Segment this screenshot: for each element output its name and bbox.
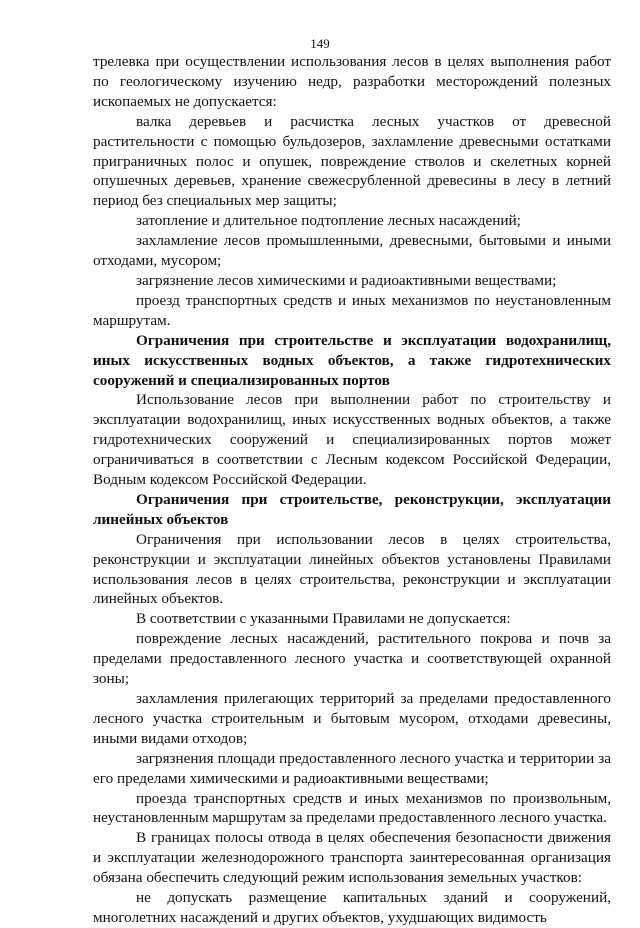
paragraph: захламление лесов промышленными, древесными, бытовыми и иными отходами, мусором; bbox=[93, 232, 611, 270]
paragraph-continuation: трелевка при осуществлении использования лесов в целях выполнения работ по геологическому изучению недр, разработки месторождений полезных ископаемых не допускается: bbox=[93, 53, 611, 110]
document-body bbox=[93, 52, 611, 928]
paragraph: проезд транспортных средств и иных механизмов по неустановленным маршрутам. bbox=[93, 291, 611, 329]
paragraph: повреждение лесных насаждений, растительного покрова и почв за пределами предоставленного лесного участка и соответствующей охранной зоны; bbox=[93, 630, 611, 688]
paragraph: затопление и длительное подтопление лесных насаждений; bbox=[136, 212, 521, 230]
section-heading: Ограничения при строительстве и эксплуатации водохранилищ, иных искусственных водных объектов, а также гидротехнических сооружений и специализированных портов bbox=[93, 331, 611, 389]
paragraph: Использование лесов при выполнении работ по строительству и эксплуатации водохранилищ, иных искусственных водных объектов, а также гидротехнических сооружений и специализированных портов может ограничиваться в соответствии с Лесным кодексом Российской Федерации, Водным кодексом Российской Федерации. bbox=[93, 391, 611, 489]
paragraph: В соответствии с указанными Правилами не допускается: bbox=[136, 610, 511, 628]
paragraph: не допускать размещение капитальных зданий и сооружений, многолетних насаждений и других объектов, ухудшающих видимость bbox=[93, 889, 611, 926]
paragraph: загрязнения площади предоставленного лесного участка и территории за его пределами химическими и радиоактивными веществами; bbox=[93, 749, 611, 787]
paragraph: валка деревьев и расчистка лесных участков от древесной растительности с помощью бульдозеров, захламление древесными остатками приграничных полос и опушек, повреждение стволов и скелетных корней опушечных деревьев, хранение свежесрубленной древесины в лесу в летний период без специальных мер защиты; bbox=[93, 112, 611, 210]
paragraph: В границах полосы отвода в целях обеспечения безопасности движения и эксплуатации железнодорожного транспорта заинтересованная организация обязана обеспечить следующий режим использования земельных участков: bbox=[93, 829, 611, 887]
paragraph: проезда транспортных средств и иных механизмов по произвольным, неустановленным маршрутам за пределами предоставленного лесного участка. bbox=[93, 789, 611, 827]
paragraph: загрязнение лесов химическими и радиоактивными веществами; bbox=[136, 271, 557, 289]
paragraph: захламления прилегающих территорий за пределами предоставленного лесного участка строительным и бытовым мусором, отходами древесины, иными видами отходов; bbox=[93, 690, 611, 747]
paragraph: Ограничения при использовании лесов в целях строительства, реконструкции и эксплуатации линейных объектов установлены Правилами использования лесов в целях строительства, реконструкции и эксплуатации линейных объектов. bbox=[93, 530, 611, 608]
section-heading: Ограничения при строительстве, реконструкции, эксплуатации линейных объектов bbox=[93, 490, 611, 528]
page-number: 149 bbox=[310, 36, 330, 51]
